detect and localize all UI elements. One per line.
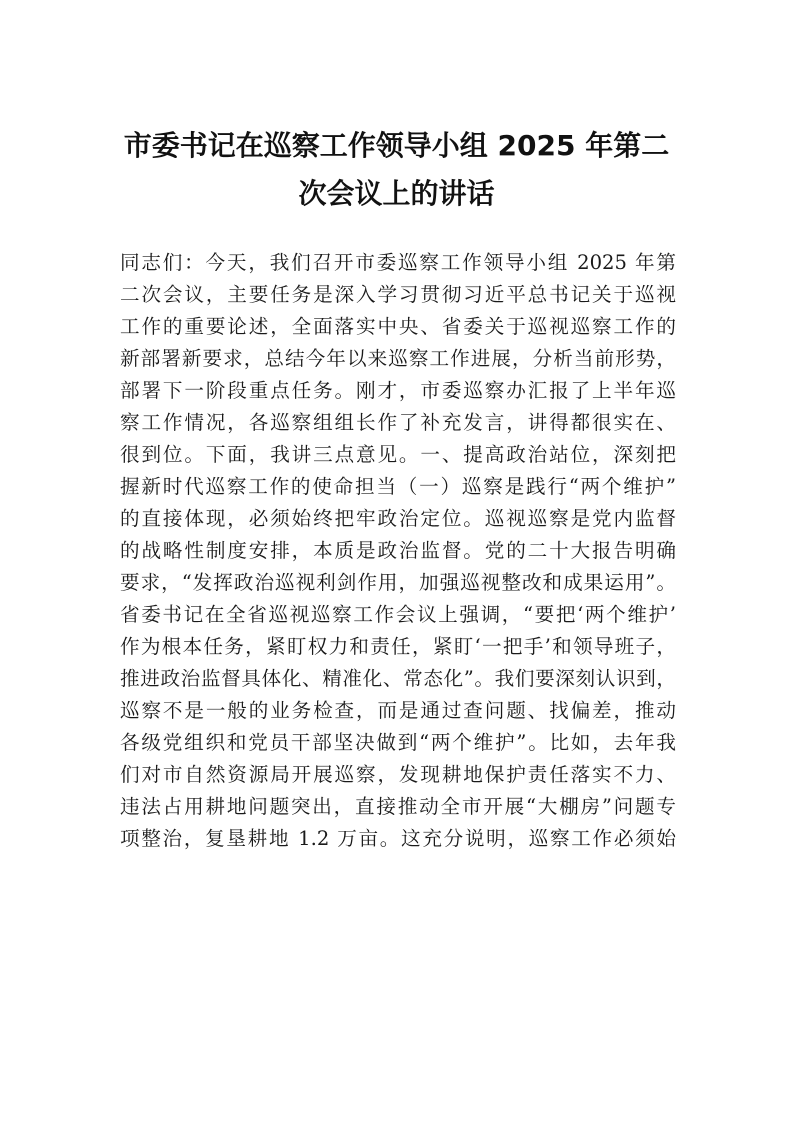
body-line: 项整治，复垦耕地 1.2 万亩。这充分说明，巡察工作必须始 — [120, 827, 676, 850]
body-line: 们对市自然资源局开展巡察，发现耕地保护责任落实不力、 — [120, 763, 676, 786]
body-line: 的战略性制度安排，本质是政治监督。党的二十大报告明确 — [120, 539, 676, 562]
body-line: 各级党组织和党员干部坚决做到“两个维护”。比如，去年我 — [120, 731, 676, 754]
body-line: 二次会议，主要任务是深入学习贯彻习近平总书记关于巡视 — [120, 283, 676, 306]
body-line: 很到位。下面，我讲三点意见。一、提高政治站位，深刻把 — [120, 443, 676, 466]
body-line: 工作的重要论述，全面落实中央、省委关于巡视巡察工作的 — [120, 315, 676, 338]
document-body — [120, 247, 676, 855]
body-line: 部署下一阶段重点任务。刚才，市委巡察办汇报了上半年巡 — [120, 379, 676, 402]
body-line: 握新时代巡察工作的使命担当（一）巡察是践行“两个维护” — [120, 475, 676, 498]
body-line: 推进政治监督具体化、精准化、常态化”。我们要深刻认识到， — [120, 667, 676, 690]
body-line: 违法占用耕地问题突出，直接推动全市开展“大棚房”问题专 — [120, 795, 676, 818]
body-line: 省委书记在全省巡视巡察工作会议上强调，“要把‘两个维护’ — [120, 603, 676, 626]
body-line: 要求，“发挥政治巡视利剑作用，加强巡视整改和成果运用”。 — [120, 571, 676, 594]
title-line-2: 次会议上的讲话 — [298, 177, 495, 210]
body-line: 巡察不是一般的业务检查，而是通过查问题、找偏差，推动 — [120, 699, 676, 722]
title-line-1: 市委书记在巡察工作领导小组 2025 年第二 — [123, 129, 670, 162]
document-title — [100, 122, 693, 218]
body-line: 新部署新要求，总结今年以来巡察工作进展，分析当前形势， — [120, 347, 676, 370]
body-line: 同志们：今天，我们召开市委巡察工作领导小组 2025 年第 — [120, 251, 676, 274]
body-line: 察工作情况，各巡察组组长作了补充发言，讲得都很实在、 — [120, 411, 676, 434]
body-line: 作为根本任务，紧盯权力和责任，紧盯‘一把手’和领导班子， — [120, 635, 676, 658]
body-line: 的直接体现，必须始终把牢政治定位。巡视巡察是党内监督 — [120, 507, 676, 530]
